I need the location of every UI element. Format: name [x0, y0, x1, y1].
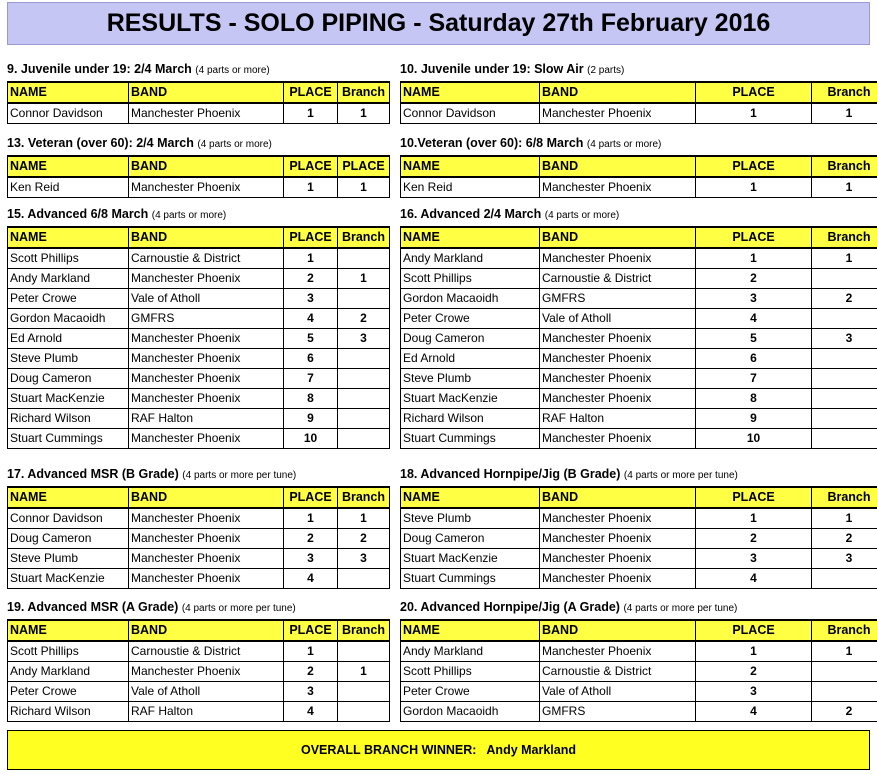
column-header: NAME	[401, 620, 540, 641]
column-header: NAME	[8, 227, 129, 248]
column-header: Branch	[338, 487, 390, 508]
branch-cell	[812, 409, 877, 429]
column-header: Branch	[812, 227, 877, 248]
branch-cell	[338, 289, 390, 309]
table-row	[401, 508, 877, 529]
column-header: NAME	[401, 227, 540, 248]
branch-cell	[812, 569, 877, 589]
name-cell: Doug Cameron	[401, 529, 540, 549]
place-cell: 3	[696, 549, 812, 569]
column-header: PLACE	[284, 487, 338, 508]
branch-cell: 1	[812, 177, 877, 198]
band-cell: Manchester Phoenix	[129, 529, 284, 549]
band-cell: GMFRS	[540, 289, 696, 309]
results-table	[400, 155, 877, 198]
table-header-row	[8, 156, 390, 177]
table-row	[401, 289, 877, 309]
column-header: BAND	[129, 82, 284, 103]
place-cell: 2	[284, 662, 338, 682]
section-note: (4 parts or more per tune)	[623, 470, 738, 481]
place-cell: 3	[284, 289, 338, 309]
column-header: PLACE	[284, 227, 338, 248]
band-cell: Manchester Phoenix	[129, 508, 284, 529]
branch-cell: 1	[812, 508, 877, 529]
name-cell: Stuart MacKenzie	[8, 569, 129, 589]
band-cell: Vale of Atholl	[129, 289, 284, 309]
column-header: NAME	[401, 82, 540, 103]
column-header: Branch	[812, 156, 877, 177]
branch-cell	[338, 569, 390, 589]
table-row	[8, 269, 390, 289]
place-cell: 6	[696, 349, 812, 369]
branch-cell	[812, 349, 877, 369]
table-row	[8, 329, 390, 349]
section-title-text: 9. Juvenile under 19: 2/4 March	[7, 62, 192, 76]
place-cell: 10	[696, 429, 812, 449]
branch-cell	[338, 429, 390, 449]
section-title	[400, 62, 624, 76]
band-cell: RAF Halton	[129, 409, 284, 429]
table-row	[8, 409, 390, 429]
branch-cell	[338, 349, 390, 369]
table-row	[401, 177, 877, 198]
column-header: BAND	[540, 487, 696, 508]
name-cell: Scott Phillips	[401, 269, 540, 289]
name-cell: Andy Markland	[401, 248, 540, 269]
branch-cell: 2	[812, 529, 877, 549]
name-cell: Doug Cameron	[8, 369, 129, 389]
table-row	[8, 641, 390, 662]
name-cell: Stuart MacKenzie	[401, 549, 540, 569]
branch-cell: 1	[338, 662, 390, 682]
table-row	[401, 409, 877, 429]
branch-cell	[812, 369, 877, 389]
table-row	[401, 269, 877, 289]
place-cell: 1	[696, 177, 812, 198]
branch-cell: 1	[338, 177, 390, 198]
branch-cell: 2	[812, 702, 877, 722]
name-cell: Andy Markland	[8, 269, 129, 289]
name-cell: Gordon Macaoidh	[8, 309, 129, 329]
branch-cell	[338, 369, 390, 389]
table-row	[401, 569, 877, 589]
band-cell: Vale of Atholl	[129, 682, 284, 702]
place-cell: 9	[696, 409, 812, 429]
name-cell: Scott Phillips	[8, 641, 129, 662]
table-row	[401, 248, 877, 269]
table-row	[8, 349, 390, 369]
place-cell: 10	[284, 429, 338, 449]
table-row	[401, 702, 877, 722]
branch-cell: 1	[338, 508, 390, 529]
branch-cell: 1	[338, 103, 390, 124]
place-cell: 4	[284, 702, 338, 722]
band-cell: Manchester Phoenix	[540, 177, 696, 198]
band-cell: GMFRS	[540, 702, 696, 722]
section-title	[7, 467, 296, 481]
name-cell: Connor Davidson	[401, 103, 540, 124]
table-row	[8, 429, 390, 449]
section-title-text: 10.Veteran (over 60): 6/8 March	[400, 136, 584, 150]
branch-cell: 3	[338, 329, 390, 349]
table-header-row	[8, 487, 390, 508]
band-cell: Vale of Atholl	[540, 682, 696, 702]
section-note: (4 parts or more)	[151, 210, 227, 221]
place-cell: 9	[284, 409, 338, 429]
column-header: Branch	[338, 227, 390, 248]
section-note: (4 parts or more per tune)	[182, 470, 297, 481]
section-title-text: 16. Advanced 2/4 March	[400, 207, 542, 221]
table-row	[8, 177, 390, 198]
place-cell: 2	[696, 529, 812, 549]
place-cell: 4	[284, 309, 338, 329]
band-cell: Manchester Phoenix	[540, 389, 696, 409]
branch-cell	[812, 389, 877, 409]
column-header: BAND	[540, 227, 696, 248]
place-cell: 4	[696, 702, 812, 722]
section-title-text: 13. Veteran (over 60): 2/4 March	[7, 136, 194, 150]
name-cell: Steve Plumb	[401, 369, 540, 389]
place-cell: 1	[284, 248, 338, 269]
name-cell: Gordon Macaoidh	[401, 702, 540, 722]
overall-branch-winner	[7, 730, 870, 770]
band-cell: Manchester Phoenix	[129, 569, 284, 589]
band-cell: Manchester Phoenix	[129, 177, 284, 198]
column-header: PLACE	[284, 156, 338, 177]
branch-cell	[812, 429, 877, 449]
band-cell: Manchester Phoenix	[540, 549, 696, 569]
place-cell: 5	[696, 329, 812, 349]
column-header: BAND	[540, 620, 696, 641]
column-header: PLACE	[696, 156, 812, 177]
branch-cell: 2	[338, 529, 390, 549]
band-cell: Carnoustie & District	[540, 269, 696, 289]
column-header: PLACE	[696, 227, 812, 248]
name-cell: Stuart Cummings	[8, 429, 129, 449]
place-cell: 3	[284, 682, 338, 702]
section-title	[400, 136, 661, 150]
place-cell: 2	[696, 269, 812, 289]
name-cell: Andy Markland	[401, 641, 540, 662]
results-table	[400, 226, 877, 449]
band-cell: Manchester Phoenix	[540, 248, 696, 269]
column-header: Branch	[338, 82, 390, 103]
place-cell: 3	[696, 682, 812, 702]
name-cell: Stuart MacKenzie	[401, 389, 540, 409]
table-header-row	[401, 620, 877, 641]
table-row	[8, 702, 390, 722]
table-row	[401, 329, 877, 349]
place-cell: 7	[284, 369, 338, 389]
place-cell: 1	[284, 177, 338, 198]
name-cell: Steve Plumb	[8, 349, 129, 369]
column-header: BAND	[129, 227, 284, 248]
name-cell: Ed Arnold	[401, 349, 540, 369]
table-row	[8, 508, 390, 529]
section-title	[7, 207, 226, 221]
section-title-text: 19. Advanced MSR (A Grade)	[7, 600, 179, 614]
place-cell: 4	[696, 569, 812, 589]
branch-cell	[338, 702, 390, 722]
column-header: PLACE	[284, 620, 338, 641]
results-table	[400, 81, 877, 124]
place-cell: 1	[284, 641, 338, 662]
name-cell: Peter Crowe	[401, 309, 540, 329]
table-header-row	[8, 227, 390, 248]
results-table	[400, 619, 877, 722]
band-cell: Carnoustie & District	[129, 248, 284, 269]
section-title	[7, 600, 296, 614]
section-title-text: 10. Juvenile under 19: Slow Air	[400, 62, 584, 76]
branch-cell	[338, 389, 390, 409]
band-cell: Manchester Phoenix	[540, 369, 696, 389]
branch-cell	[338, 409, 390, 429]
column-header: PLACE	[284, 82, 338, 103]
results-table	[7, 619, 390, 722]
section-note: (2 parts)	[587, 65, 625, 76]
band-cell: Manchester Phoenix	[129, 103, 284, 124]
band-cell: Manchester Phoenix	[129, 349, 284, 369]
name-cell: Richard Wilson	[8, 702, 129, 722]
band-cell: Manchester Phoenix	[540, 329, 696, 349]
branch-cell: 3	[812, 549, 877, 569]
table-row	[8, 248, 390, 269]
table-row	[401, 641, 877, 662]
table-row	[8, 529, 390, 549]
section-note: (4 parts or more)	[544, 210, 620, 221]
place-cell: 3	[284, 549, 338, 569]
place-cell: 1	[284, 508, 338, 529]
branch-cell	[338, 248, 390, 269]
column-header: Branch	[812, 620, 877, 641]
table-row	[401, 369, 877, 389]
section-title-text: 17. Advanced MSR (B Grade)	[7, 467, 179, 481]
section-title	[7, 62, 270, 76]
place-cell: 2	[284, 529, 338, 549]
band-cell: Manchester Phoenix	[129, 549, 284, 569]
band-cell: Manchester Phoenix	[129, 329, 284, 349]
name-cell: Peter Crowe	[8, 289, 129, 309]
winner-label: OVERALL BRANCH WINNER:	[300, 743, 477, 757]
table-row	[401, 662, 877, 682]
branch-cell: 1	[812, 641, 877, 662]
column-header: BAND	[540, 82, 696, 103]
section-title	[400, 467, 738, 481]
place-cell: 8	[696, 389, 812, 409]
band-cell: RAF Halton	[540, 409, 696, 429]
place-cell: 1	[696, 641, 812, 662]
name-cell: Peter Crowe	[8, 682, 129, 702]
band-cell: Carnoustie & District	[129, 641, 284, 662]
column-header: Branch	[812, 487, 877, 508]
results-table	[7, 226, 390, 449]
band-cell: Manchester Phoenix	[129, 389, 284, 409]
name-cell: Ken Reid	[401, 177, 540, 198]
name-cell: Stuart Cummings	[401, 569, 540, 589]
band-cell: Manchester Phoenix	[540, 529, 696, 549]
place-cell: 6	[284, 349, 338, 369]
table-row	[8, 103, 390, 124]
column-header: PLACE	[696, 620, 812, 641]
branch-cell: 3	[812, 329, 877, 349]
table-row	[8, 389, 390, 409]
name-cell: Scott Phillips	[401, 662, 540, 682]
section-title	[400, 600, 737, 614]
branch-cell: 1	[812, 103, 877, 124]
column-header: NAME	[8, 620, 129, 641]
table-header-row	[401, 227, 877, 248]
name-cell: Steve Plumb	[401, 508, 540, 529]
name-cell: Connor Davidson	[8, 508, 129, 529]
name-cell: Andy Markland	[8, 662, 129, 682]
table-row	[8, 309, 390, 329]
table-row	[8, 569, 390, 589]
name-cell: Ed Arnold	[8, 329, 129, 349]
place-cell: 4	[284, 569, 338, 589]
name-cell: Gordon Macaoidh	[401, 289, 540, 309]
table-header-row	[8, 82, 390, 103]
branch-cell: 2	[338, 309, 390, 329]
table-header-row	[8, 620, 390, 641]
column-header: BAND	[540, 156, 696, 177]
place-cell: 1	[696, 508, 812, 529]
table-row	[401, 682, 877, 702]
name-cell: Richard Wilson	[8, 409, 129, 429]
column-header: Branch	[812, 82, 877, 103]
section-note: (4 parts or more)	[197, 139, 272, 150]
name-cell: Stuart Cummings	[401, 429, 540, 449]
column-header: NAME	[8, 82, 129, 103]
section-note: (4 parts or more)	[195, 65, 270, 76]
branch-cell	[812, 309, 877, 329]
branch-cell	[812, 269, 877, 289]
place-cell: 1	[696, 103, 812, 124]
band-cell: Manchester Phoenix	[129, 662, 284, 682]
table-row	[401, 309, 877, 329]
place-cell: 5	[284, 329, 338, 349]
name-cell: Ken Reid	[8, 177, 129, 198]
name-cell: Stuart MacKenzie	[8, 389, 129, 409]
results-table	[7, 486, 390, 589]
band-cell: RAF Halton	[129, 702, 284, 722]
band-cell: Manchester Phoenix	[540, 569, 696, 589]
table-row	[401, 349, 877, 369]
place-cell: 1	[696, 248, 812, 269]
section-title-text: 15. Advanced 6/8 March	[7, 207, 149, 221]
name-cell: Connor Davidson	[8, 103, 129, 124]
section-title-text: 18. Advanced Hornpipe/Jig (B Grade)	[400, 467, 621, 481]
place-cell: 7	[696, 369, 812, 389]
name-cell: Doug Cameron	[8, 529, 129, 549]
branch-cell: 1	[812, 248, 877, 269]
table-row	[401, 429, 877, 449]
name-cell: Scott Phillips	[8, 248, 129, 269]
table-row	[8, 369, 390, 389]
section-title-text: 20. Advanced Hornpipe/Jig (A Grade)	[400, 600, 620, 614]
band-cell: Manchester Phoenix	[540, 349, 696, 369]
section-title	[400, 207, 619, 221]
branch-cell: 1	[338, 269, 390, 289]
branch-cell: 2	[812, 289, 877, 309]
column-header: PLACE	[696, 82, 812, 103]
branch-cell	[338, 682, 390, 702]
band-cell: Manchester Phoenix	[540, 103, 696, 124]
column-header: NAME	[8, 156, 129, 177]
band-cell: Manchester Phoenix	[129, 369, 284, 389]
name-cell: Richard Wilson	[401, 409, 540, 429]
table-header-row	[401, 487, 877, 508]
section-note: (4 parts or more)	[586, 139, 662, 150]
winner-name: Andy Markland	[486, 743, 577, 757]
results-table	[7, 81, 390, 124]
column-header: NAME	[401, 487, 540, 508]
column-header: PLACE	[338, 156, 390, 177]
place-cell: 8	[284, 389, 338, 409]
section-note: (4 parts or more per tune)	[623, 603, 738, 614]
results-table	[7, 155, 390, 198]
branch-cell: 3	[338, 549, 390, 569]
name-cell: Doug Cameron	[401, 329, 540, 349]
section-title	[7, 136, 272, 150]
column-header: BAND	[129, 156, 284, 177]
column-header: NAME	[401, 156, 540, 177]
branch-cell	[812, 662, 877, 682]
column-header: BAND	[129, 487, 284, 508]
branch-cell	[812, 682, 877, 702]
table-row	[401, 389, 877, 409]
place-cell: 4	[696, 309, 812, 329]
band-cell: Manchester Phoenix	[540, 429, 696, 449]
table-row	[8, 662, 390, 682]
page-title: RESULTS - SOLO PIPING - Saturday 27th February 2016	[7, 2, 870, 45]
place-cell: 3	[696, 289, 812, 309]
name-cell: Steve Plumb	[8, 549, 129, 569]
band-cell: Manchester Phoenix	[129, 269, 284, 289]
band-cell: Vale of Atholl	[540, 309, 696, 329]
band-cell: Manchester Phoenix	[540, 641, 696, 662]
section-note: (4 parts or more per tune)	[181, 603, 296, 614]
table-header-row	[401, 82, 877, 103]
band-cell: GMFRS	[129, 309, 284, 329]
column-header: Branch	[338, 620, 390, 641]
place-cell: 2	[284, 269, 338, 289]
column-header: BAND	[129, 620, 284, 641]
table-row	[401, 549, 877, 569]
column-header: NAME	[8, 487, 129, 508]
table-row	[8, 682, 390, 702]
column-header: PLACE	[696, 487, 812, 508]
band-cell: Carnoustie & District	[540, 662, 696, 682]
place-cell: 2	[696, 662, 812, 682]
table-row	[8, 549, 390, 569]
table-row	[401, 529, 877, 549]
table-header-row	[401, 156, 877, 177]
place-cell: 1	[284, 103, 338, 124]
band-cell: Manchester Phoenix	[129, 429, 284, 449]
branch-cell	[338, 641, 390, 662]
results-table	[400, 486, 877, 589]
name-cell: Peter Crowe	[401, 682, 540, 702]
band-cell: Manchester Phoenix	[540, 508, 696, 529]
table-row	[8, 289, 390, 309]
table-row	[401, 103, 877, 124]
